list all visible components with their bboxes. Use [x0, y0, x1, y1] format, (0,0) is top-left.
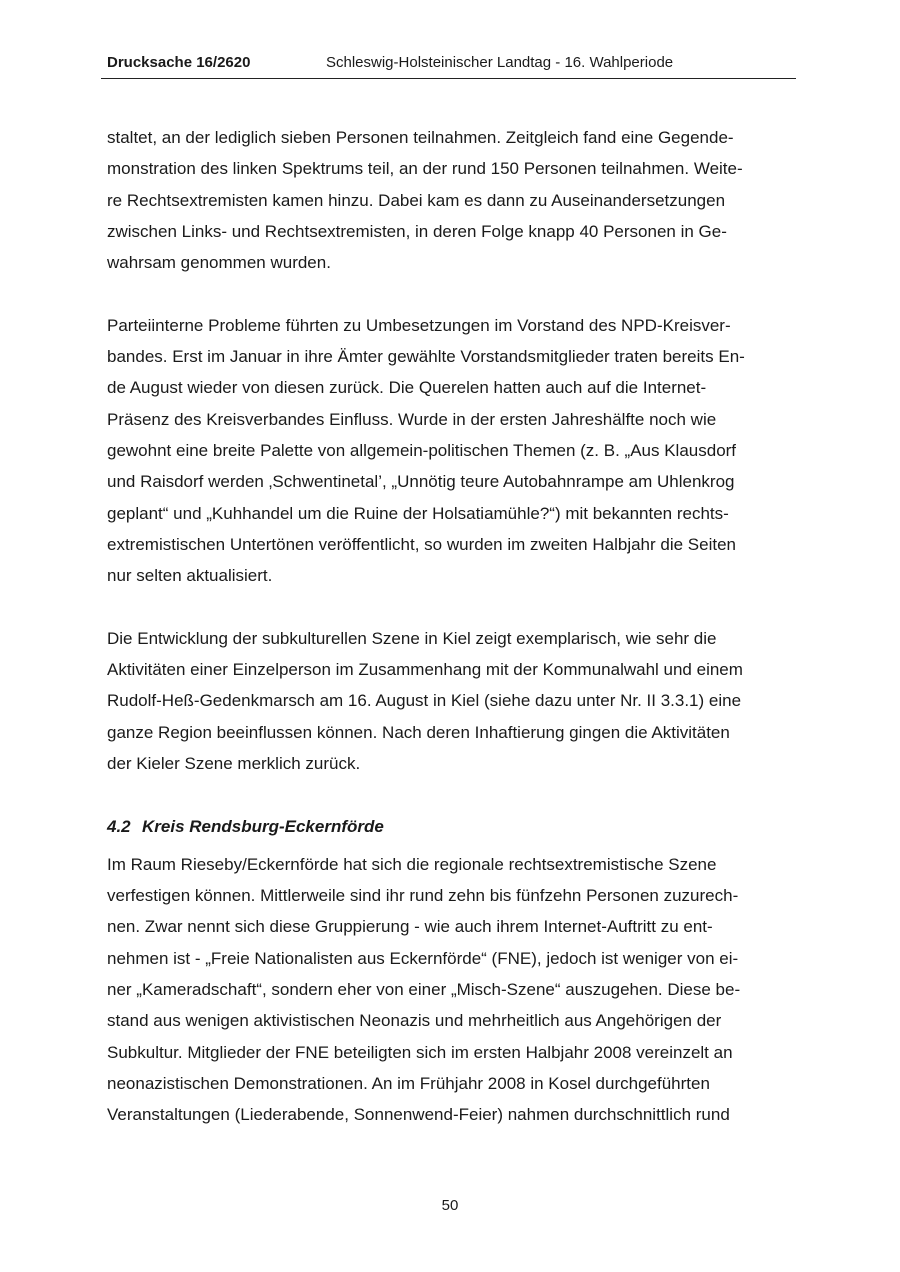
text-line: ner „Kameradschaft“, sondern eher von einer „Misch-Szene“ auszugehen. Diese be- — [107, 980, 741, 1000]
paragraph-spacer — [107, 278, 797, 309]
paragraph-spacer — [107, 779, 797, 810]
body-text — [107, 122, 797, 1131]
page-number: 50 — [441, 1197, 459, 1214]
text-line: Rudolf-Heß-Gedenkmarsch am 16. August in Kiel (siehe dazu unter Nr. II 3.3.1) eine — [107, 691, 742, 711]
text-line: extremistischen Untertönen veröffentlicht, so wurden im zweiten Halbjahr die Seiten — [107, 534, 736, 554]
text-line: der Kieler Szene merklich zurück. — [107, 753, 361, 773]
text-line: Im Raum Rieseby/Eckernförde hat sich die regionale rechtsextremistische Szene — [107, 854, 717, 874]
text-line: re Rechtsextremisten kamen hinzu. Dabei kam es dann zu Auseinandersetzungen — [107, 190, 726, 210]
text-line: neonazistischen Demonstrationen. An im Frühjahr 2008 in Kosel durchgeführten — [107, 1073, 710, 1093]
paragraph-spacer — [107, 591, 797, 622]
document-number: Drucksache 16/2620 — [107, 54, 251, 71]
text-line: verfestigen können. Mittlerweile sind ihr rund zehn bis fünfzehn Personen zuzurech- — [107, 886, 739, 906]
text-line: stand aus wenigen aktivistischen Neonazis und mehrheitlich aus Angehörigen der — [107, 1011, 722, 1031]
text-line: Parteiinterne Probleme führten zu Umbesetzungen im Vorstand des NPD-Kreisver- — [107, 315, 731, 335]
text-line: bandes. Erst im Januar in ihre Ämter gewählte Vorstandsmitglieder traten bereits En- — [107, 347, 745, 367]
text-line: Präsenz des Kreisverbandes Einfluss. Wurde in der ersten Jahreshälfte noch wie — [107, 409, 717, 429]
text-line: wahrsam genommen wurden. — [107, 253, 331, 273]
text-line: zwischen Links- und Rechtsextremisten, in deren Folge knapp 40 Personen in Ge- — [107, 221, 727, 241]
text-line: nehmen ist - „Freie Nationalisten aus Eckernförde“ (FNE), jedoch ist weniger von ei- — [107, 948, 739, 968]
paragraph — [107, 849, 797, 1131]
section-number: 4.2 — [107, 816, 131, 836]
text-line: Aktivitäten einer Einzelperson im Zusammenhang mit der Kommunalwahl und einem — [107, 660, 743, 680]
page-header — [101, 52, 796, 79]
text-line: gewohnt eine breite Palette von allgemein-politischen Themen (z. B. „Aus Klausdorf — [107, 440, 737, 460]
text-line: nur selten aktualisiert. — [107, 566, 273, 586]
paragraph — [107, 122, 797, 278]
text-line: und Raisdorf werden ‚Schwentinetal’, „Unnötig teure Autobahnrampe am Uhlenkrog — [107, 472, 735, 492]
text-line: Die Entwicklung der subkulturellen Szene in Kiel zeigt exemplarisch, wie sehr die — [107, 628, 717, 648]
section-title: Kreis Rendsburg-Eckernförde — [142, 816, 384, 836]
header-institution: Schleswig-Holsteinischer Landtag - 16. Wahlperiode — [326, 54, 674, 71]
text-line: geplant“ und „Kuhhandel um die Ruine der Holsatiamühle?“) mit bekannten rechts- — [107, 503, 729, 523]
text-line: nen. Zwar nennt sich diese Gruppierung - wie auch ihrem Internet-Auftritt zu ent- — [107, 917, 713, 937]
text-line: Veranstaltungen (Liederabende, Sonnenwend-Feier) nahmen durchschnittlich rund — [107, 1105, 730, 1125]
text-line: de August wieder von diesen zurück. Die Querelen hatten auch auf die Internet- — [107, 378, 707, 398]
text-line: monstration des linken Spektrums teil, an der rund 150 Personen teilnahmen. Weite- — [107, 159, 743, 179]
text-line: staltet, an der lediglich sieben Personen teilnahmen. Zeitgleich fand eine Gegende- — [107, 128, 734, 147]
text-line: Subkultur. Mitglieder der FNE beteiligten sich im ersten Halbjahr 2008 vereinzelt an — [107, 1042, 733, 1062]
paragraph — [107, 623, 797, 779]
text-line: ganze Region beeinflussen können. Nach deren Inhaftierung gingen die Aktivitäten — [107, 722, 730, 742]
section-heading — [107, 811, 797, 842]
paragraph — [107, 310, 797, 592]
